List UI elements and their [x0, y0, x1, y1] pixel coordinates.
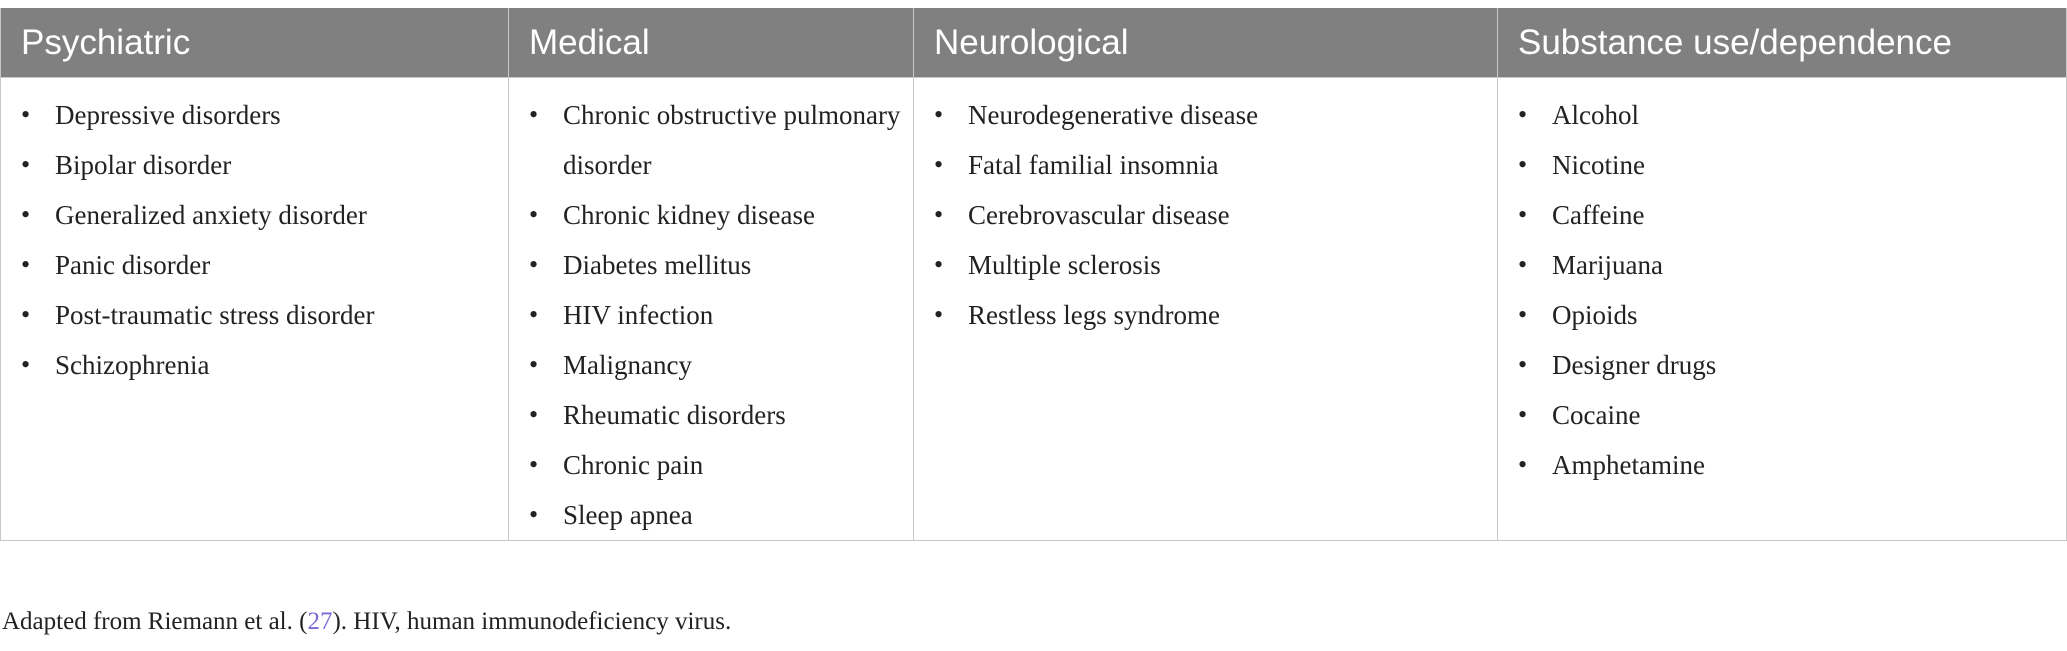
- list-item: • Sleep apnea: [509, 490, 913, 540]
- header-neurological: Neurological: [914, 8, 1498, 78]
- list-item: • Generalized anxiety disorder: [1, 190, 508, 240]
- header-substance-use: Substance use/dependence: [1498, 8, 2067, 78]
- list-item: • Opioids: [1498, 290, 2066, 340]
- cell-psychiatric: [1, 78, 509, 541]
- header-medical: Medical: [509, 8, 914, 78]
- list-item: • Caffeine: [1498, 190, 2066, 240]
- list-item: • Chronic pain: [509, 440, 913, 490]
- cell-medical: [509, 78, 914, 541]
- list-item: • Multiple sclerosis: [914, 240, 1497, 290]
- list-medical: [509, 90, 913, 540]
- table-header-row: [1, 8, 2067, 78]
- list-substance-use: [1498, 90, 2066, 490]
- comorbidity-table-container: [0, 8, 2066, 541]
- list-item: • Schizophrenia: [1, 340, 508, 390]
- footnote-suffix: ). HIV, human immunodeficiency virus.: [332, 608, 732, 635]
- list-item: • Depressive disorders: [1, 90, 508, 140]
- list-item: • HIV infection: [509, 290, 913, 340]
- comorbidity-table: [0, 8, 2067, 541]
- cell-substance-use: [1498, 78, 2067, 541]
- list-item: • Post-traumatic stress disorder: [1, 290, 508, 340]
- list-item: • Cerebrovascular disease: [914, 190, 1497, 240]
- list-item: • Marijuana: [1498, 240, 2066, 290]
- footnote-prefix: Adapted from Riemann et al. (: [2, 608, 308, 635]
- list-item: • Chronic obstructive pulmonary disorder: [509, 90, 913, 190]
- table-footnote: [2, 608, 731, 636]
- list-item: • Alcohol: [1498, 90, 2066, 140]
- list-item: • Cocaine: [1498, 390, 2066, 440]
- list-psychiatric: [1, 90, 508, 390]
- list-item: • Bipolar disorder: [1, 140, 508, 190]
- header-psychiatric: Psychiatric: [1, 8, 509, 78]
- list-item: • Designer drugs: [1498, 340, 2066, 390]
- reference-link[interactable]: 27: [307, 608, 333, 635]
- list-neurological: [914, 90, 1497, 340]
- cell-neurological: [914, 78, 1498, 541]
- list-item: • Fatal familial insomnia: [914, 140, 1497, 190]
- list-item: • Restless legs syndrome: [914, 290, 1497, 340]
- list-item: • Chronic kidney disease: [509, 190, 913, 240]
- list-item: • Panic disorder: [1, 240, 508, 290]
- list-item: • Diabetes mellitus: [509, 240, 913, 290]
- list-item: • Malignancy: [509, 340, 913, 390]
- list-item: • Amphetamine: [1498, 440, 2066, 490]
- table-row: [1, 78, 2067, 541]
- list-item: • Neurodegenerative disease: [914, 90, 1497, 140]
- list-item: • Nicotine: [1498, 140, 2066, 190]
- list-item: • Rheumatic disorders: [509, 390, 913, 440]
